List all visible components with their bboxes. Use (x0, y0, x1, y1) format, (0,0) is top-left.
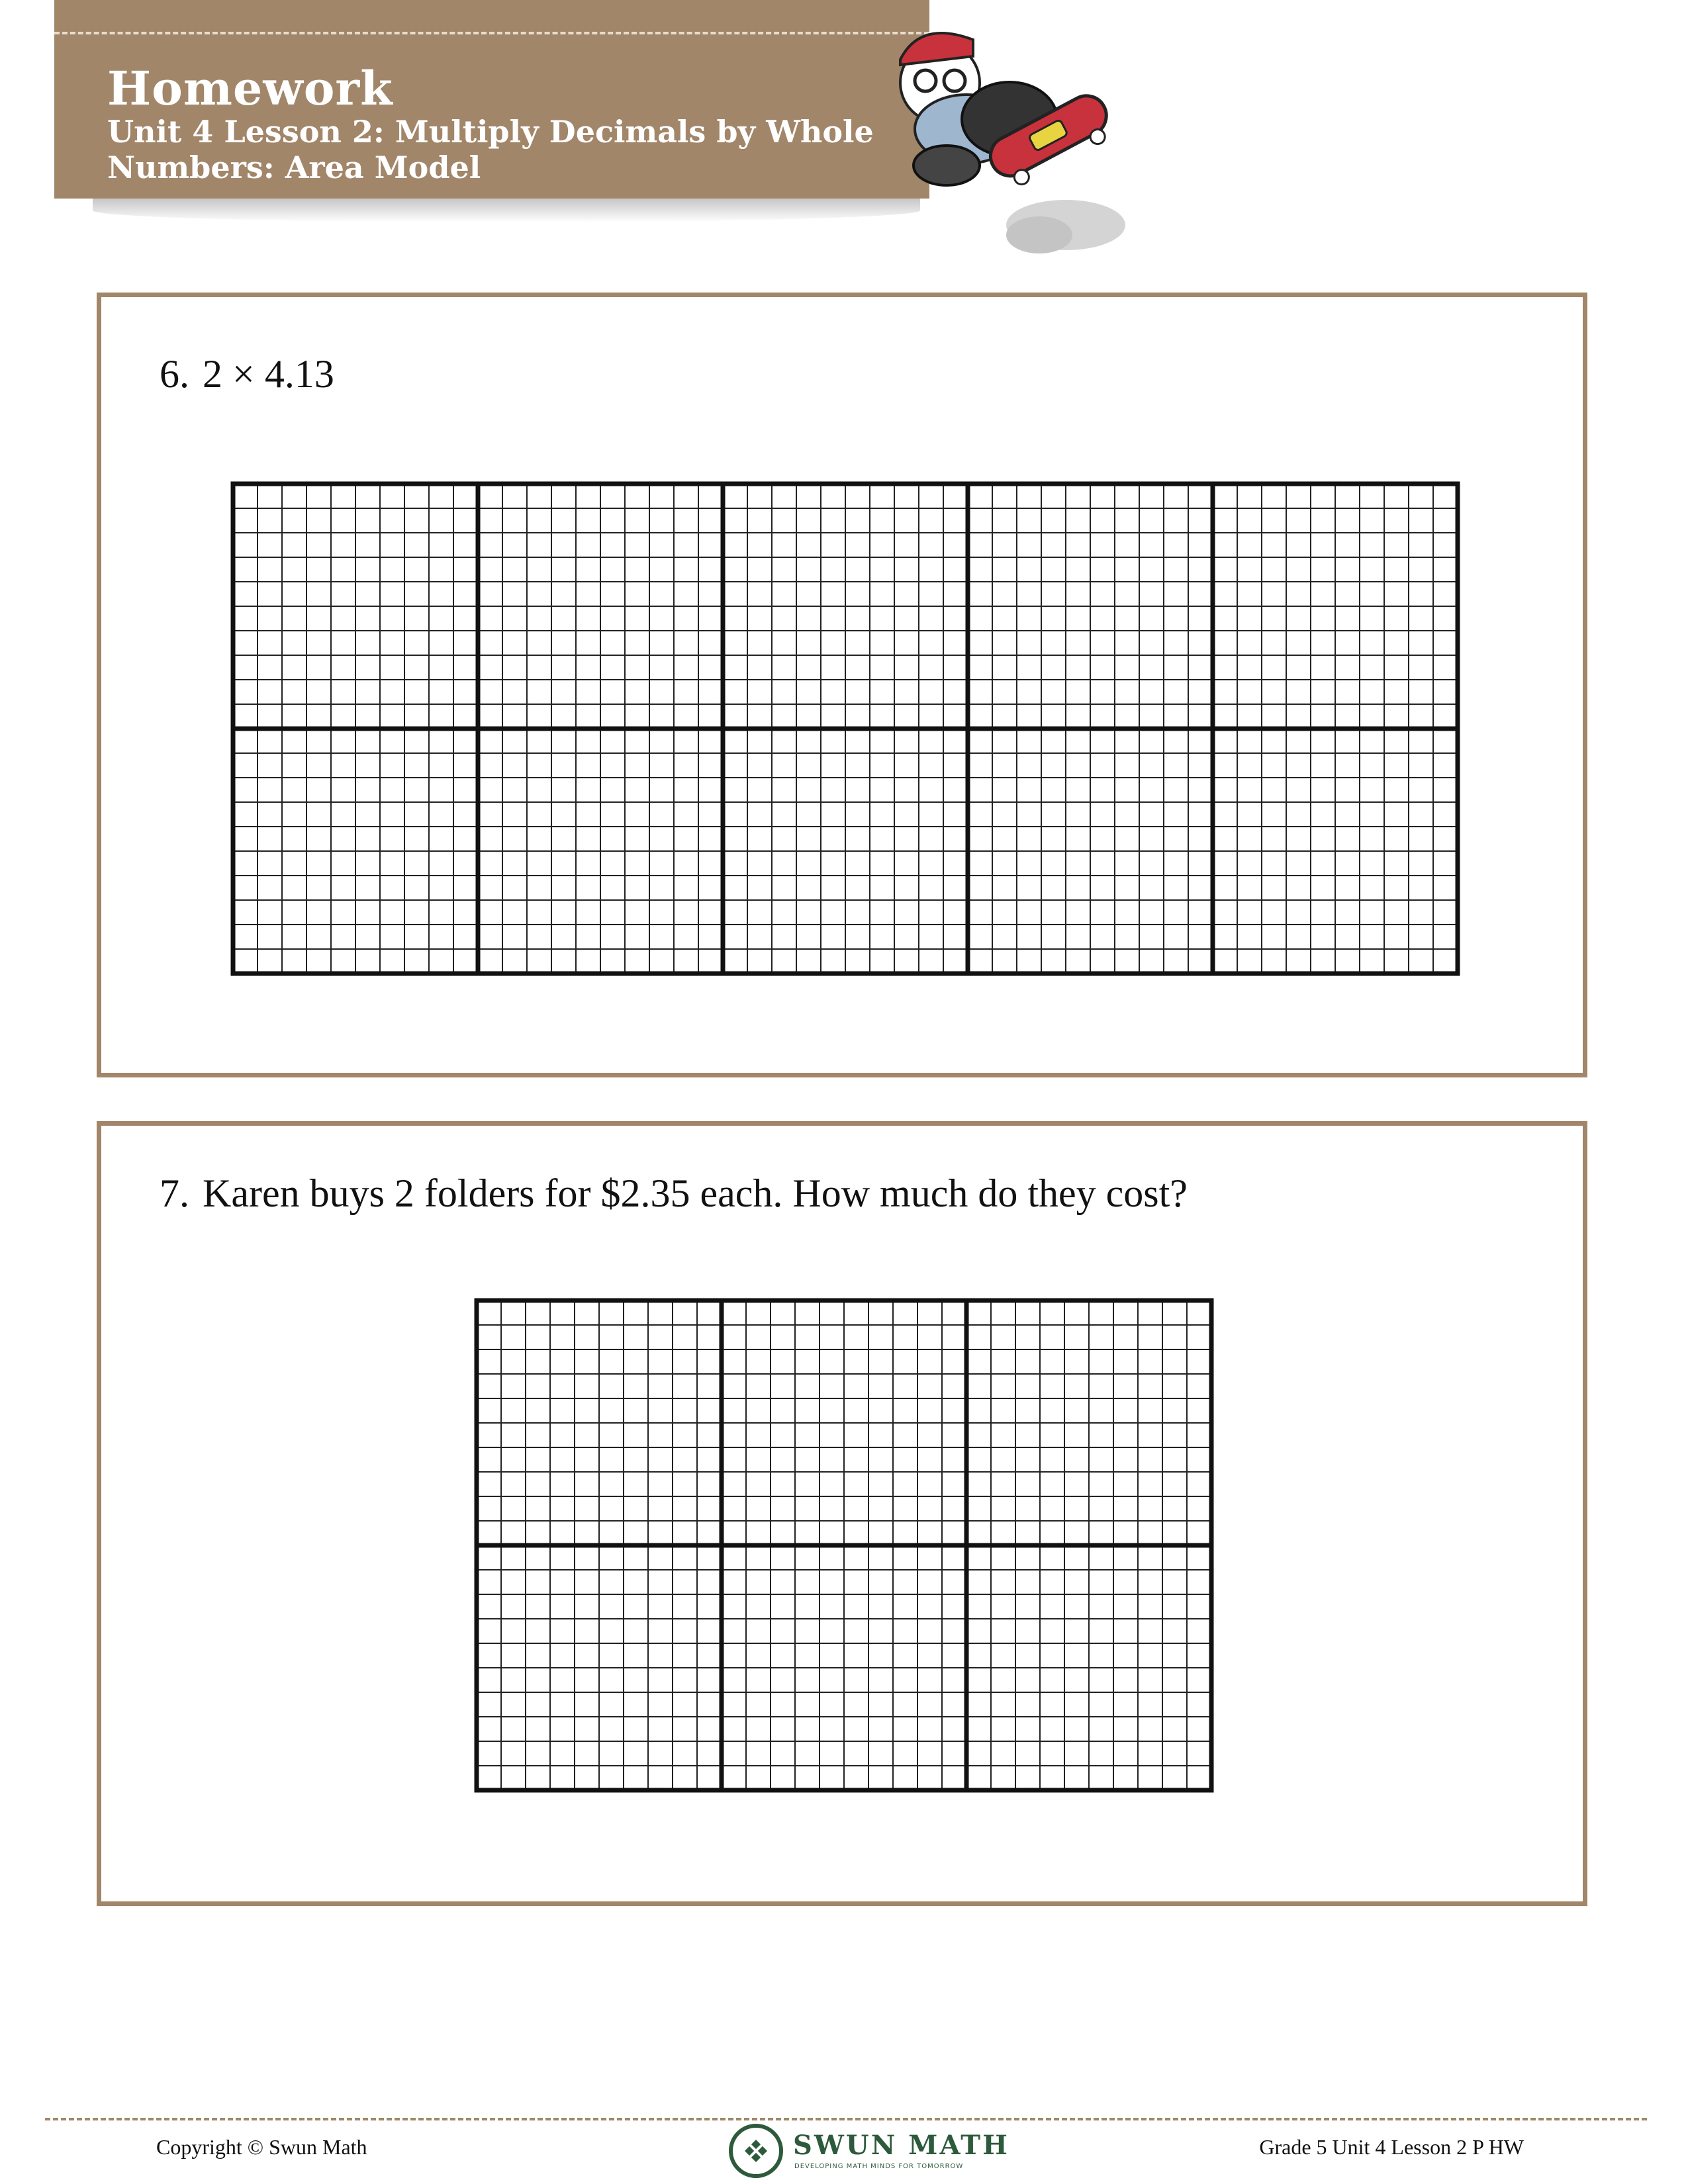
problem-6-text (160, 351, 334, 397)
banner-dashed-line (54, 32, 929, 34)
area-model-grid-problem-6[interactable] (230, 481, 1460, 976)
banner-shadow (93, 199, 920, 222)
problem-7-question: Karen buys 2 folders for $2.35 each. How much do they cost? (203, 1171, 1188, 1215)
logo-name: SWUN MATH (793, 2130, 1009, 2161)
lesson-subtitle: Unit 4 Lesson 2: Multiply Decimals by Whole Numbers: Area Model (107, 114, 874, 185)
problem-7-number: 7. (160, 1171, 189, 1215)
problem-6-number: 6. (160, 352, 189, 396)
problem-7-text (160, 1171, 1188, 1216)
problem-6-expression: 2 × 4.13 (203, 352, 334, 396)
panda-skateboard-mascot-icon (874, 7, 1132, 265)
swun-math-logo (728, 2123, 1009, 2179)
footer-dashed-line (45, 2118, 1647, 2120)
homework-title: Homework (107, 61, 393, 116)
area-model-grid-problem-7[interactable] (474, 1298, 1214, 1793)
copyright-text: Copyright © Swun Math (156, 2135, 367, 2159)
logo-tagline: DEVELOPING MATH MINDS FOR TOMORROW (794, 2163, 964, 2170)
lesson-code: Grade 5 Unit 4 Lesson 2 P HW (1259, 2135, 1524, 2159)
swun-math-logo-icon (728, 2123, 784, 2179)
